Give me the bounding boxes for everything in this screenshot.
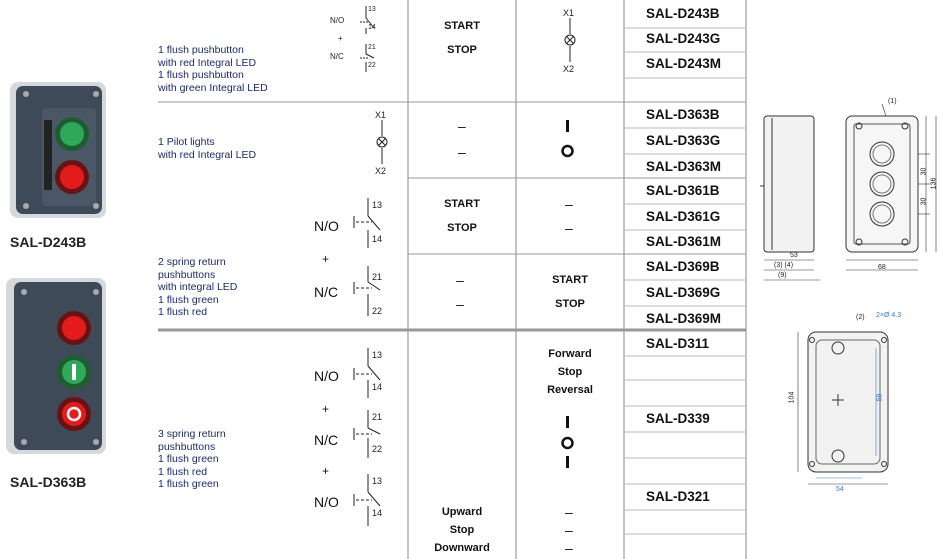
function-dash: –: [565, 504, 573, 520]
function-dash: –: [458, 144, 466, 160]
dim-label: 54: [836, 486, 844, 493]
ref-item: SAL-D243G: [646, 31, 721, 46]
function-start: START: [444, 20, 480, 32]
lamp-icon: [372, 120, 392, 170]
lamp-x2: X2: [375, 166, 387, 176]
dim-label: (2): [856, 314, 865, 321]
pin-21: 21: [372, 412, 383, 422]
dim-label: 30: [920, 197, 928, 206]
lamp-icon: [560, 18, 580, 68]
dim-label: 136: [930, 177, 938, 190]
function-dash: –: [565, 522, 573, 538]
function-start: START: [552, 274, 588, 286]
ref-item: SAL-D369B: [646, 259, 720, 274]
dimension-drawing-base: [790, 320, 910, 490]
pin-21: 21: [368, 44, 376, 51]
on-off-symbol: [558, 118, 578, 168]
dim-label: 30: [920, 167, 928, 176]
function-reversal: Reversal: [547, 384, 593, 396]
ref-item: SAL-D361G: [646, 209, 721, 224]
pin-14: 14: [372, 508, 383, 518]
dim-label: 104: [788, 391, 796, 404]
contact-symbol-small: [356, 4, 396, 84]
ref-item: SAL-D311: [646, 336, 710, 351]
contact-symbol-large: [350, 194, 400, 324]
function-stop: Stop: [449, 524, 475, 536]
dim-label: (9): [778, 272, 787, 279]
ref-item: SAL-D363M: [646, 159, 722, 174]
lamp-x2: X2: [563, 64, 575, 74]
dim-label: 2×Ø 4.3: [876, 312, 902, 319]
pin-13: 13: [372, 476, 383, 486]
ref-item: SAL-D363B: [646, 107, 720, 122]
function-stop: STOP: [447, 44, 477, 56]
contact-label-no: N/O: [314, 218, 339, 234]
function-stop: Stop: [557, 366, 583, 378]
product-label: SAL-D363B: [10, 474, 87, 490]
function-dash: –: [456, 272, 464, 288]
ref-item: SAL-D361M: [646, 234, 722, 249]
pin-13: 13: [372, 350, 383, 360]
ref-item: SAL-D361B: [646, 183, 720, 198]
pin-14: 14: [368, 24, 376, 31]
forward-stop-reverse-symbol: [558, 414, 578, 474]
row-description: 2 spring return pushbuttons with integral LED 1 flush green 1 flush red: [158, 256, 238, 318]
row-description: 1 Pilot lights with red Integral LED: [158, 136, 257, 161]
ref-item: SAL-D369M: [646, 311, 722, 326]
pin-14: 14: [372, 382, 383, 392]
contact-label-no: N/O: [314, 494, 339, 510]
function-dash: –: [458, 118, 466, 134]
contact-label-no: N/O: [314, 368, 339, 384]
pin-14: 14: [372, 234, 383, 244]
contact-label-nc: N/C: [314, 432, 339, 448]
row-description: 3 spring return pushbuttons 1 flush green 1 flush red 1 flush green: [158, 428, 226, 490]
product-label: SAL-D243B: [10, 234, 87, 250]
lamp-x1: X1: [563, 8, 575, 18]
ref-item: SAL-D321: [646, 489, 710, 504]
function-dash: –: [456, 296, 464, 312]
contact-plus: +: [322, 464, 330, 478]
lamp-x1: X1: [375, 110, 387, 120]
pin-22: 22: [372, 306, 383, 316]
function-start: START: [444, 198, 480, 210]
contact-label-nc: N/C: [330, 52, 344, 61]
pin-13: 13: [372, 200, 383, 210]
contact-plus: +: [338, 34, 343, 43]
dim-label: 53: [790, 252, 798, 259]
dim-label: (1): [888, 98, 897, 105]
dim-label: 68: [878, 264, 886, 271]
function-stop: STOP: [447, 222, 477, 234]
contact-plus: +: [322, 252, 330, 266]
contact-label-nc: N/C: [314, 284, 339, 300]
ref-item: SAL-D369G: [646, 285, 721, 300]
ref-item: SAL-D363G: [646, 133, 721, 148]
pin-21: 21: [372, 272, 383, 282]
dim-label: (3) (4): [774, 262, 794, 269]
function-stop: STOP: [555, 298, 585, 310]
function-dash: –: [565, 540, 573, 556]
function-downward: Downward: [434, 542, 490, 554]
function-upward: Upward: [441, 506, 483, 518]
function-dash: –: [565, 196, 573, 212]
ref-item: SAL-D243B: [646, 6, 720, 21]
pin-13: 13: [368, 6, 376, 13]
row-description: 1 flush pushbutton with red Integral LED 1 flush pushbutton with green Integral LED: [158, 44, 268, 94]
ref-item: SAL-D339: [646, 411, 710, 426]
function-dash: –: [565, 220, 573, 236]
ref-item: SAL-D243M: [646, 56, 722, 71]
dim-label: 58: [876, 393, 884, 402]
contact-plus: +: [322, 402, 330, 416]
pin-22: 22: [368, 62, 376, 69]
function-forward: Forward: [548, 348, 592, 360]
contact-label-no: N/O: [330, 16, 345, 25]
pin-22: 22: [372, 444, 383, 454]
